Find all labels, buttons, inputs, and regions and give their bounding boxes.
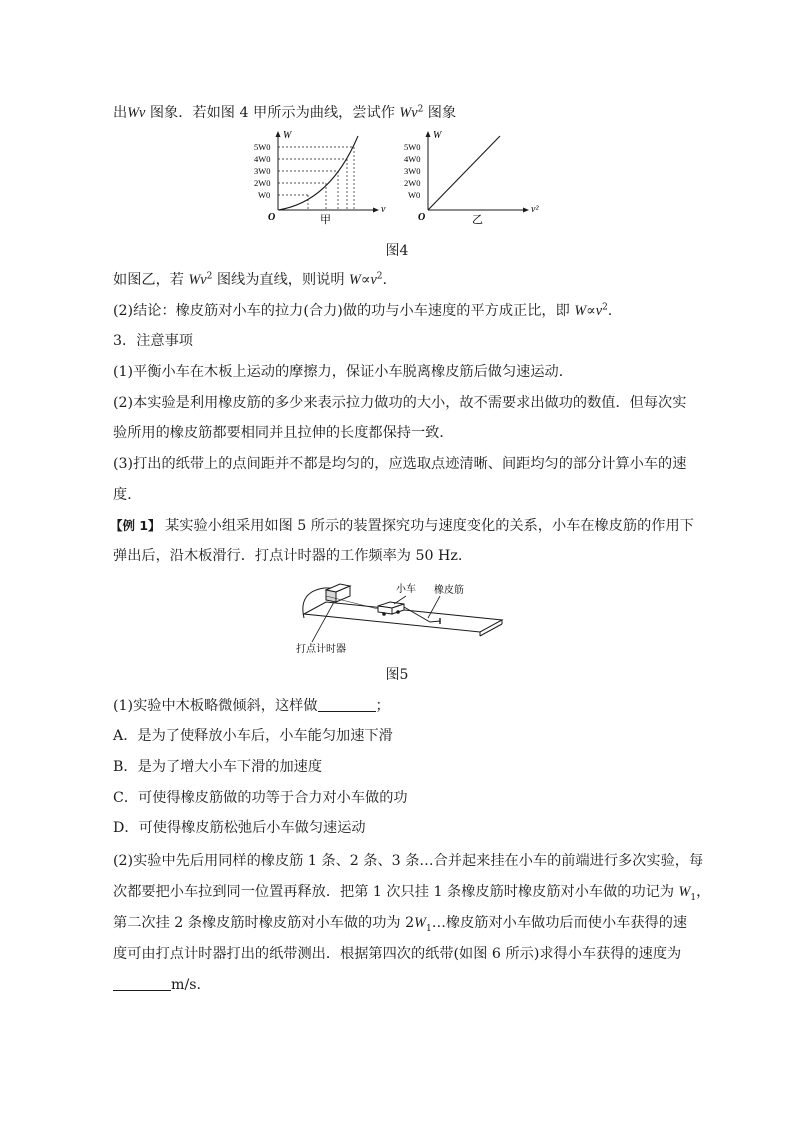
question-2-line-1: (2)实验中先后用同样的橡皮筋 1 条、2 条、3 条…合并起来挂在小车的前端进行多次实验，每 bbox=[113, 853, 704, 869]
text-line-2 bbox=[113, 270, 387, 290]
option-b: B．是为了增大小车下滑的加速度 bbox=[113, 759, 323, 775]
text-segment: ， bbox=[696, 884, 711, 900]
proportional-symbol: ∝ bbox=[360, 272, 371, 288]
dashed-guides bbox=[278, 147, 354, 210]
tick-4w0: 4W0 bbox=[254, 154, 271, 164]
label-car: 小车 bbox=[396, 584, 416, 595]
tick-5w0: 5W0 bbox=[404, 142, 421, 152]
section-heading: 3．注意事项 bbox=[113, 333, 193, 349]
note-2-line-2: 验所用的橡皮筋都要相同并且拉伸的长度都保持一致． bbox=[113, 425, 454, 441]
figure-5 bbox=[290, 574, 520, 656]
var-v: v bbox=[411, 105, 418, 121]
option-d: D．可使得橡皮筋松弛后小车做匀速运动 bbox=[113, 820, 366, 836]
text-segment: 次都要把小车拉到同一位置再释放．把第 1 次只挂 1 条橡皮筋时橡皮筋对小车做的功记为 bbox=[113, 884, 679, 900]
superscript: 2 bbox=[417, 104, 424, 115]
var-w: W bbox=[127, 105, 140, 121]
car bbox=[378, 602, 404, 616]
question-2-line-4: 度可由打点计时器打出的纸带测出．根据第四次的纸带(如图 6 所示)求得小车获得的速度为 bbox=[113, 946, 682, 962]
example-tag: 【例 1】 bbox=[110, 518, 161, 533]
question-2-line-2 bbox=[113, 882, 710, 902]
graph-jia bbox=[254, 130, 386, 226]
tick-5w0: 5W0 bbox=[254, 142, 271, 152]
tick-2w0: 2W0 bbox=[254, 178, 271, 188]
proportional-symbol: ∝ bbox=[586, 303, 596, 319]
var-w: W bbox=[414, 915, 426, 931]
x-axis-arrow bbox=[373, 208, 379, 213]
superscript: 2 bbox=[376, 271, 383, 282]
x-axis-arrow bbox=[523, 208, 529, 213]
var-w: W bbox=[678, 884, 691, 900]
graph-yi bbox=[404, 130, 539, 226]
example-line-1 bbox=[110, 516, 694, 536]
var-w: W bbox=[188, 272, 201, 288]
y-axis-label: W bbox=[283, 130, 292, 141]
rubber-band bbox=[404, 607, 440, 622]
y-axis-arrow bbox=[276, 131, 281, 137]
text-segment: (2)结论：橡皮筋对小车的拉力(合力)做的功与小车速度的平方成正比，即 bbox=[113, 303, 575, 319]
note-1: (1)平衡小车在木板上运动的摩擦力，保证小车脱离橡皮筋后做匀速运动． bbox=[113, 364, 573, 380]
text-segment: …橡皮筋对小车做功后而使小车获得的速 bbox=[431, 915, 688, 931]
question-2-line-3 bbox=[113, 913, 687, 933]
text-segment: (1)实验中木板略微倾斜，这样做 bbox=[113, 698, 318, 714]
label-timer: 打点计时器 bbox=[296, 644, 346, 655]
example-line-2: 弹出后，沿木板滑行．打点计时器的工作频率为 50 Hz. bbox=[113, 548, 463, 564]
text-segment: 图线为直线，则说明 bbox=[212, 272, 350, 288]
superscript: 2 bbox=[602, 302, 608, 313]
y-axis-arrow bbox=[426, 131, 431, 137]
note-3-line-2: 度． bbox=[113, 487, 142, 503]
var-v: v bbox=[370, 272, 377, 288]
y-axis-label: W bbox=[433, 130, 442, 141]
option-a: A．是为了使释放小车后，小车能匀加速下滑 bbox=[113, 728, 393, 744]
question-1 bbox=[113, 696, 390, 716]
subscript: 1 bbox=[690, 892, 697, 903]
text-segment: m/s. bbox=[171, 977, 202, 993]
tick-3w0: 3W0 bbox=[404, 166, 421, 176]
x-axis-label: v bbox=[381, 204, 386, 215]
tick-w0: W0 bbox=[258, 190, 271, 200]
text-segment: 第二次挂 2 条橡皮筋时橡皮筋对小车做的功为 2 bbox=[113, 915, 415, 931]
var-v: v bbox=[200, 272, 207, 288]
text-segment: 图象 bbox=[423, 105, 457, 121]
x-axis-label: v² bbox=[531, 204, 539, 215]
var-v: v bbox=[139, 105, 146, 121]
superscript: 2 bbox=[206, 271, 213, 282]
origin-label: O bbox=[268, 212, 276, 223]
note-3-line-1: (3)打出的纸带上的点间距并不都是均匀的，应选取点迹清晰、间距均匀的部分计算小车的速 bbox=[113, 456, 687, 472]
subscript: 1 bbox=[425, 923, 432, 934]
answer-blank-2[interactable] bbox=[113, 976, 171, 991]
var-v: v bbox=[595, 303, 603, 319]
origin-label: O bbox=[418, 212, 426, 223]
tick-w0: W0 bbox=[408, 190, 421, 200]
answer-blank-1[interactable] bbox=[318, 697, 376, 712]
graph-name: 乙 bbox=[472, 214, 483, 226]
text-segment: . bbox=[382, 272, 388, 288]
text-segment: 出 bbox=[113, 105, 128, 121]
var-w: W bbox=[574, 303, 587, 319]
text-segment: 如图乙，若 bbox=[113, 272, 189, 288]
figure-5-caption: 图5 bbox=[385, 667, 409, 683]
label-band: 橡皮筋 bbox=[434, 585, 464, 596]
tick-4w0: 4W0 bbox=[404, 154, 421, 164]
tick-3w0: 3W0 bbox=[254, 166, 271, 176]
text-line-3 bbox=[113, 301, 612, 321]
text-segment: . bbox=[607, 303, 613, 319]
text-segment: 图象．若如图 4 甲所示为曲线，尝试作 bbox=[145, 105, 400, 121]
text-segment: 某实验小组采用如图 5 所示的装置探究功与速度变化的关系，小车在橡皮筋的作用下 bbox=[160, 518, 694, 534]
option-c: C．可使得橡皮筋做的功等于合力对小车做的功 bbox=[113, 790, 408, 806]
var-w: W bbox=[349, 272, 361, 288]
var-w: W bbox=[399, 105, 412, 121]
text-line-1 bbox=[113, 103, 456, 123]
note-2-line-1: (2)本实验是利用橡皮筋的多少来表示拉力做功的大小，故不需要求出做功的数值．但每次实 bbox=[113, 395, 687, 411]
figure-4-caption: 图4 bbox=[385, 243, 409, 259]
question-2-line-5 bbox=[113, 975, 201, 995]
figure-4 bbox=[250, 128, 560, 228]
graph-name: 甲 bbox=[320, 214, 331, 226]
tick-2w0: 2W0 bbox=[404, 178, 421, 188]
text-segment: ； bbox=[375, 698, 390, 714]
straight-line bbox=[428, 136, 500, 210]
